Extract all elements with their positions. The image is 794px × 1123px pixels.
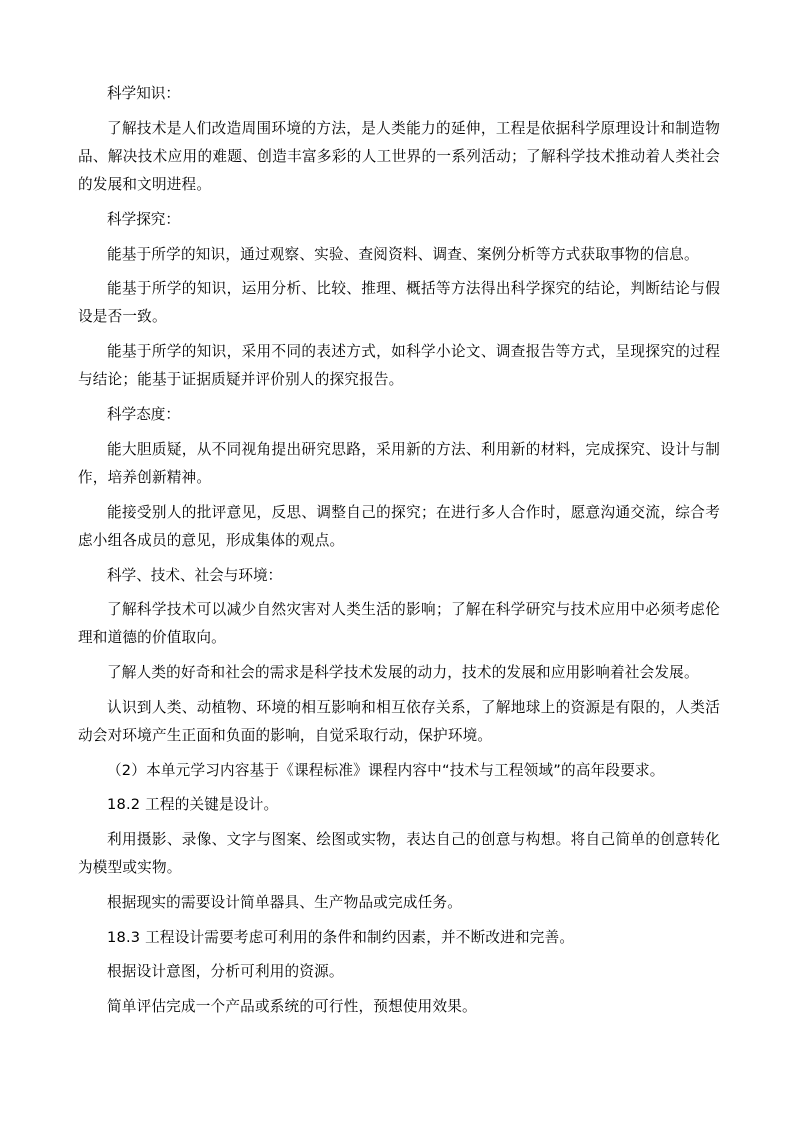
paragraph-design-tools: 根据现实的需要设计简单器具、生产物品或完成任务。 <box>107 894 463 912</box>
document-page <box>78 80 720 1028</box>
heading-science-knowledge: 科学知识： <box>107 85 180 102</box>
paragraph-unit-basis: （2）本单元学习内容基于《课程标准》课程内容中“技术与工程领域”的高年段要求。 <box>107 761 665 779</box>
paragraph-attitude-cooperation: 能接受别人的批评意见，反思、调整自己的探究；在进行多人合作时，愿意沟通交流，综合考虑小组各成员的意见，形成集体的观点。 <box>78 503 720 549</box>
paragraph-inquiry-information: 能基于所学的知识，通过观察、实验、查阅资料、调查、案例分析等方式获取事物的信息。 <box>107 245 699 263</box>
paragraph-technology-engineering: 了解技术是人们改造周围环境的方法，是人类能力的延伸，工程是依据科学原理设计和制造物品、解决技术应用的难题、创造丰富多彩的人工世界的一系列活动；了解科学技术推动着人类社会的发展和文明进程。 <box>78 119 720 194</box>
paragraph-inquiry-conclusion: 能基于所学的知识，运用分析、比较、推理、概括等方法得出科学探究的结论，判断结论与假设是否一致。 <box>78 280 720 326</box>
paragraph-resource-analysis: 根据设计意图，分析可利用的资源。 <box>107 963 344 981</box>
paragraph-feasibility: 简单评估完成一个产品或系统的可行性，预想使用效果。 <box>107 998 477 1016</box>
paragraph-inquiry-expression: 能基于所学的知识，采用不同的表述方式，如科学小论文、调查报告等方式，呈现探究的过程与结论；能基于证据质疑并评价别人的探究报告。 <box>78 343 720 389</box>
heading-sts: 科学、技术、社会与环境： <box>107 566 283 584</box>
heading-science-inquiry: 科学探究： <box>107 210 180 228</box>
paragraph-sts-environment: 认识到人类、动植物、环境的相互影响和相互依存关系，了解地球上的资源是有限的，人类活动会对环境产生正面和负面的影响，自觉采取行动，保护环境。 <box>78 698 720 745</box>
heading-science-attitude: 科学态度： <box>107 406 180 424</box>
paragraph-sts-ethics: 了解科学技术可以减少自然灾害对人类生活的影响；了解在科学研究与技术应用中必须考虑伦理和道德的价值取向。 <box>78 601 720 647</box>
paragraph-sts-curiosity: 了解人类的好奇和社会的需求是科学技术发展的动力，技术的发展和应用影响着社会发展。 <box>107 664 699 682</box>
paragraph-attitude-innovation: 能大胆质疑，从不同视角提出研究思路，采用新的方法、利用新的材料，完成探究、设计与制作，培养创新精神。 <box>78 440 720 486</box>
paragraph-standard-18-2: 18.2 工程的关键是设计。 <box>107 796 279 814</box>
paragraph-standard-18-3: 18.3 工程设计需要考虑可利用的条件和制约因素，并不断改进和完善。 <box>107 928 575 946</box>
paragraph-creative-expression: 利用摄影、录像、文字与图案、绘图或实物，表达自己的创意与构想。将自己简单的创意转化为模型或实物。 <box>78 831 720 877</box>
